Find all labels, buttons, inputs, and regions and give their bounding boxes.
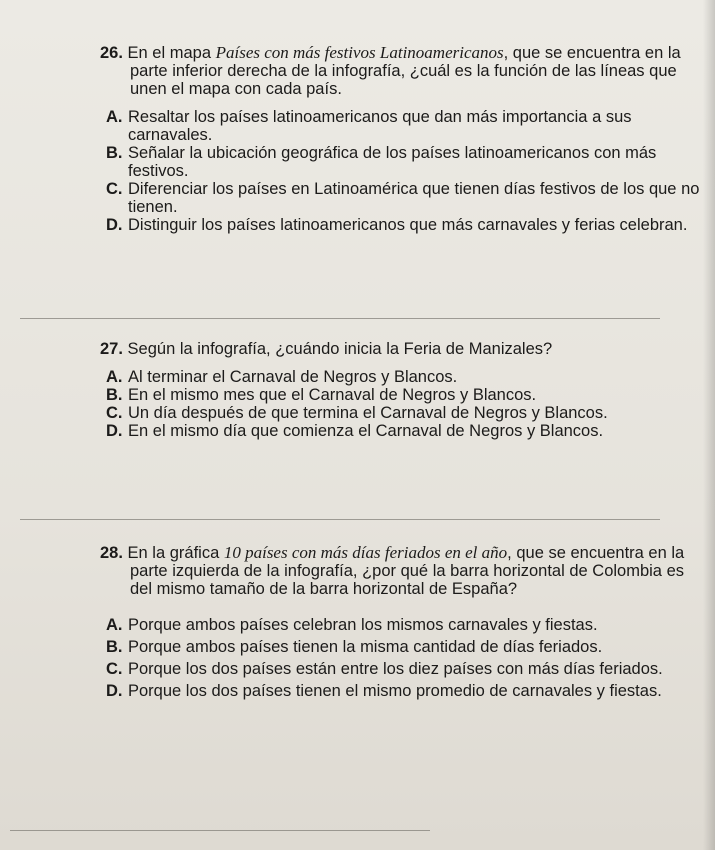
stem-text: Según la infografía, ¿cuándo inicia la Feria de Manizales?	[127, 340, 553, 358]
option-letter: D.	[106, 682, 123, 700]
option-text: Porque los dos países tienen el mismo promedio de carnavales y fiestas.	[128, 682, 662, 700]
option-letter: B.	[106, 638, 123, 656]
option-c[interactable]	[100, 180, 700, 216]
question-number: 28.	[100, 544, 123, 562]
question-stem	[100, 340, 700, 358]
option-letter: C.	[106, 404, 123, 422]
option-text: Resaltar los países latinoamericanos que dan más importancia a sus carnavales.	[128, 108, 632, 144]
question-number: 27.	[100, 340, 123, 358]
option-a[interactable]	[100, 616, 700, 634]
option-letter: C.	[106, 660, 123, 678]
option-text: Al terminar el Carnaval de Negros y Blancos.	[128, 368, 458, 386]
stem-italic-title: 10 países con más días feriados en el año	[223, 543, 508, 562]
option-b[interactable]	[100, 144, 700, 180]
option-text: Señalar la ubicación geográfica de los países latinoamericanos con más festivos.	[128, 144, 657, 180]
option-letter: D.	[106, 422, 123, 440]
option-text: Porque ambos países tienen la misma cantidad de días feriados.	[128, 638, 603, 656]
option-d[interactable]	[100, 422, 700, 440]
option-b[interactable]	[100, 386, 700, 404]
divider-line	[20, 318, 660, 319]
option-c[interactable]	[100, 404, 700, 422]
option-text: Distinguir los países latinoamericanos que más carnavales y ferias celebran.	[128, 216, 688, 234]
option-a[interactable]	[100, 368, 700, 386]
divider-line	[20, 519, 660, 520]
question-stem	[100, 44, 700, 98]
option-text: Porque los dos países están entre los diez países con más días feriados.	[128, 660, 663, 678]
option-text: Un día después de que termina el Carnaval de Negros y Blancos.	[128, 404, 608, 422]
question-26	[100, 44, 700, 234]
option-b[interactable]	[100, 638, 700, 656]
divider-line	[10, 830, 430, 831]
option-letter: B.	[106, 386, 123, 404]
option-text: Porque ambos países celebran los mismos carnavales y fiestas.	[128, 616, 598, 634]
question-27	[100, 340, 700, 440]
page-edge-shadow	[703, 0, 715, 850]
option-text: En el mismo mes que el Carnaval de Negros y Blancos.	[128, 386, 537, 404]
question-28	[100, 544, 700, 700]
option-letter: A.	[106, 616, 123, 634]
option-d[interactable]	[100, 216, 700, 234]
stem-text: En el mapa	[127, 44, 216, 62]
option-a[interactable]	[100, 108, 700, 144]
option-text: Diferenciar los países en Latinoamérica que tienen días festivos de los que no tienen.	[128, 180, 700, 216]
option-text: En el mismo día que comienza el Carnaval de Negros y Blancos.	[128, 422, 604, 440]
option-letter: A.	[106, 368, 123, 386]
option-d[interactable]	[100, 682, 700, 700]
option-letter: D.	[106, 216, 123, 234]
option-letter: A.	[106, 108, 123, 126]
question-stem	[100, 544, 700, 598]
stem-text-continued: , que se encuentra en la parte inferior derecha de la infografía, ¿cuál es la función de las líneas que unen el mapa con cada país.	[130, 44, 681, 98]
stem-italic-title: Países con más festivos Latinoamericanos	[215, 43, 504, 62]
question-number: 26.	[100, 44, 123, 62]
option-c[interactable]	[100, 660, 700, 678]
stem-text-continued: , que se encuentra en la parte izquierda de la infografía, ¿por qué la barra horizontal de Colombia es del mismo tamaño de la barra horizontal de España?	[130, 544, 685, 598]
option-letter: C.	[106, 180, 123, 198]
stem-text: En la gráfica	[127, 544, 224, 562]
option-letter: B.	[106, 144, 123, 162]
